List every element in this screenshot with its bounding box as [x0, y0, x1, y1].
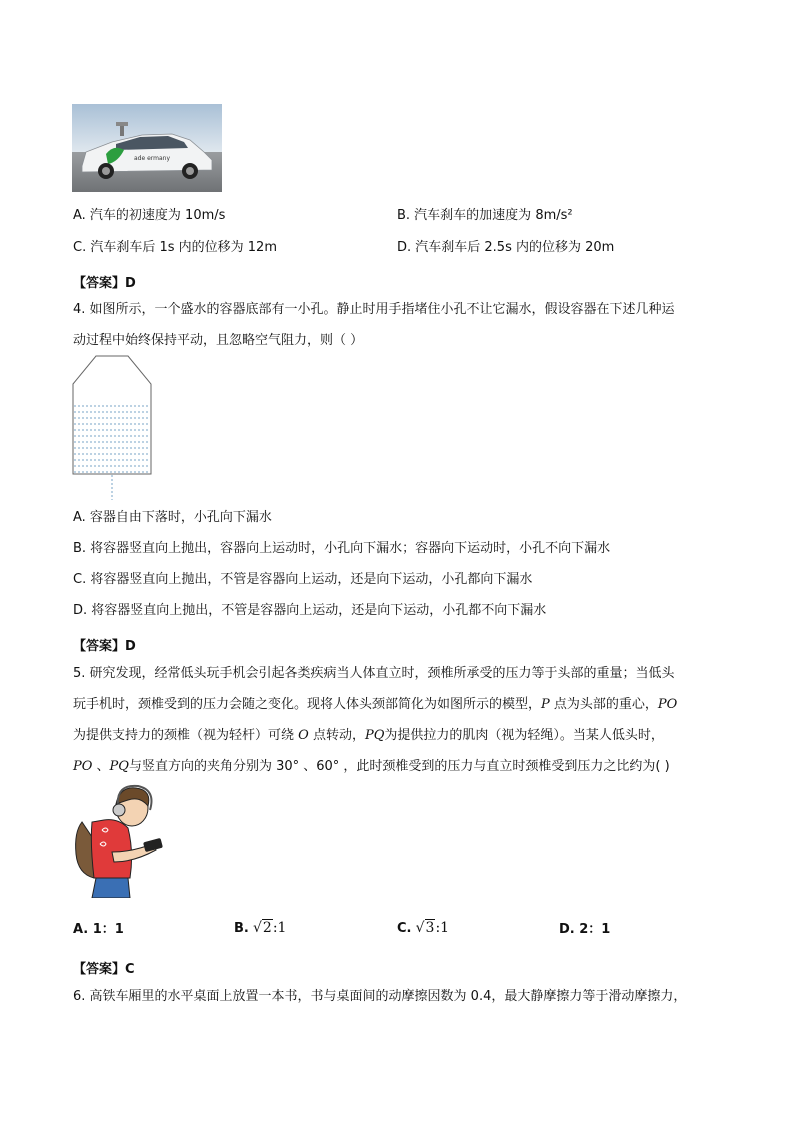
- sqrt-3-ratio: √3:1: [415, 920, 450, 936]
- q5-stem-line-2: [73, 697, 677, 713]
- q4-option-b: B. 将容器竖直向上抛出，容器向上运动时，小孔向下漏水；容器向下运动时，小孔不向下漏水: [73, 541, 611, 556]
- water-container-diagram: [70, 354, 155, 502]
- option-label: C.: [397, 921, 412, 936]
- q3-option-c: C. 汽车刹车后 1s 内的位移为 12m: [73, 240, 277, 255]
- ratio-rest: :1: [435, 920, 450, 936]
- text-span: 、: [92, 759, 110, 774]
- symbol-pq: PQ: [109, 759, 129, 774]
- q4-option-a: A. 容器自由下落时，小孔向下漏水: [73, 510, 272, 525]
- symbol-p: P: [541, 697, 550, 712]
- text-span: 点转动，: [308, 728, 365, 743]
- text-span: 玩手机时，颈椎受到的压力会随之变化。现将人体头颈部简化为如图所示的模型，: [73, 697, 542, 712]
- symbol-pq: PQ: [364, 728, 385, 743]
- answer-label: 【答案】: [73, 962, 126, 977]
- q6-stem-line-1: 6. 高铁车厢里的水平桌面上放置一本书，书与桌面间的动摩擦因数为 0.4，最大静摩擦力等于滑动摩擦力，: [73, 989, 687, 1004]
- q5-stem-line-1: 5. 研究发现，经常低头玩手机会引起各类疾病当人体直立时，颈椎所承受的压力等于头部的重量；当低头: [73, 666, 675, 681]
- q3-option-a: A. 汽车的初速度为 10m/s: [73, 208, 226, 223]
- q5-option-b: [234, 920, 286, 937]
- radicand: 2: [262, 920, 272, 936]
- answer-label: 【答案】: [73, 276, 126, 291]
- answer-value: D: [125, 276, 136, 291]
- car-logo-text: ade ermany: [134, 155, 171, 162]
- symbol-po: PO: [73, 759, 93, 774]
- q5-stem-line-3: [73, 728, 664, 744]
- radicand: 3: [425, 920, 435, 936]
- q4-option-c: C. 将容器竖直向上抛出，不管是容器向上运动，还是向下运动，小孔都向下漏水: [73, 572, 533, 587]
- q3-option-d: D. 汽车刹车后 2.5s 内的位移为 20m: [397, 240, 615, 255]
- symbol-po: PO: [657, 697, 678, 712]
- sqrt-2-ratio: √2:1: [253, 920, 287, 936]
- answer-value: C: [125, 962, 135, 977]
- q5-option-d: D. 2：1: [559, 922, 611, 937]
- q5-stem-line-4: [73, 759, 670, 775]
- person-with-phone-illustration: [72, 782, 172, 898]
- q4-stem-line-2: 动过程中始终保持平动，且忽略空气阻力，则（ ）: [73, 333, 364, 348]
- option-label: B.: [234, 921, 249, 936]
- answer-label: 【答案】: [73, 639, 126, 654]
- q5-option-c: [397, 920, 449, 937]
- text-span: 为提供拉力的肌肉（视为轻绳）。当某人低头时，: [384, 728, 664, 743]
- text-span: 与竖直方向的夹角分别为 30° 、60° ，此时颈椎受到的压力与直立时颈椎受到压力之比约为( ): [128, 759, 670, 774]
- text-span: 为提供支持力的颈椎（视为轻杆）可绕: [73, 728, 299, 743]
- q4-option-d: D. 将容器竖直向上抛出，不管是容器向上运动，还是向下运动，小孔都不向下漏水: [73, 603, 547, 618]
- q3-option-b: B. 汽车刹车的加速度为 8m/s²: [397, 208, 573, 223]
- text-span: 点为头部的重心，: [549, 697, 658, 712]
- symbol-o: O: [298, 728, 309, 743]
- q3-answer: [73, 272, 136, 291]
- q5-option-a: A. 1：1: [73, 922, 124, 937]
- q5-answer: [73, 958, 135, 977]
- q4-answer: [73, 635, 136, 654]
- ratio-rest: :1: [272, 920, 287, 936]
- answer-value: D: [125, 639, 136, 654]
- q4-stem-line-1: 4. 如图所示，一个盛水的容器底部有一小孔。静止时用手指堵住小孔不让它漏水，假设容器在下述几种运: [73, 302, 675, 317]
- car-photo: [72, 104, 222, 192]
